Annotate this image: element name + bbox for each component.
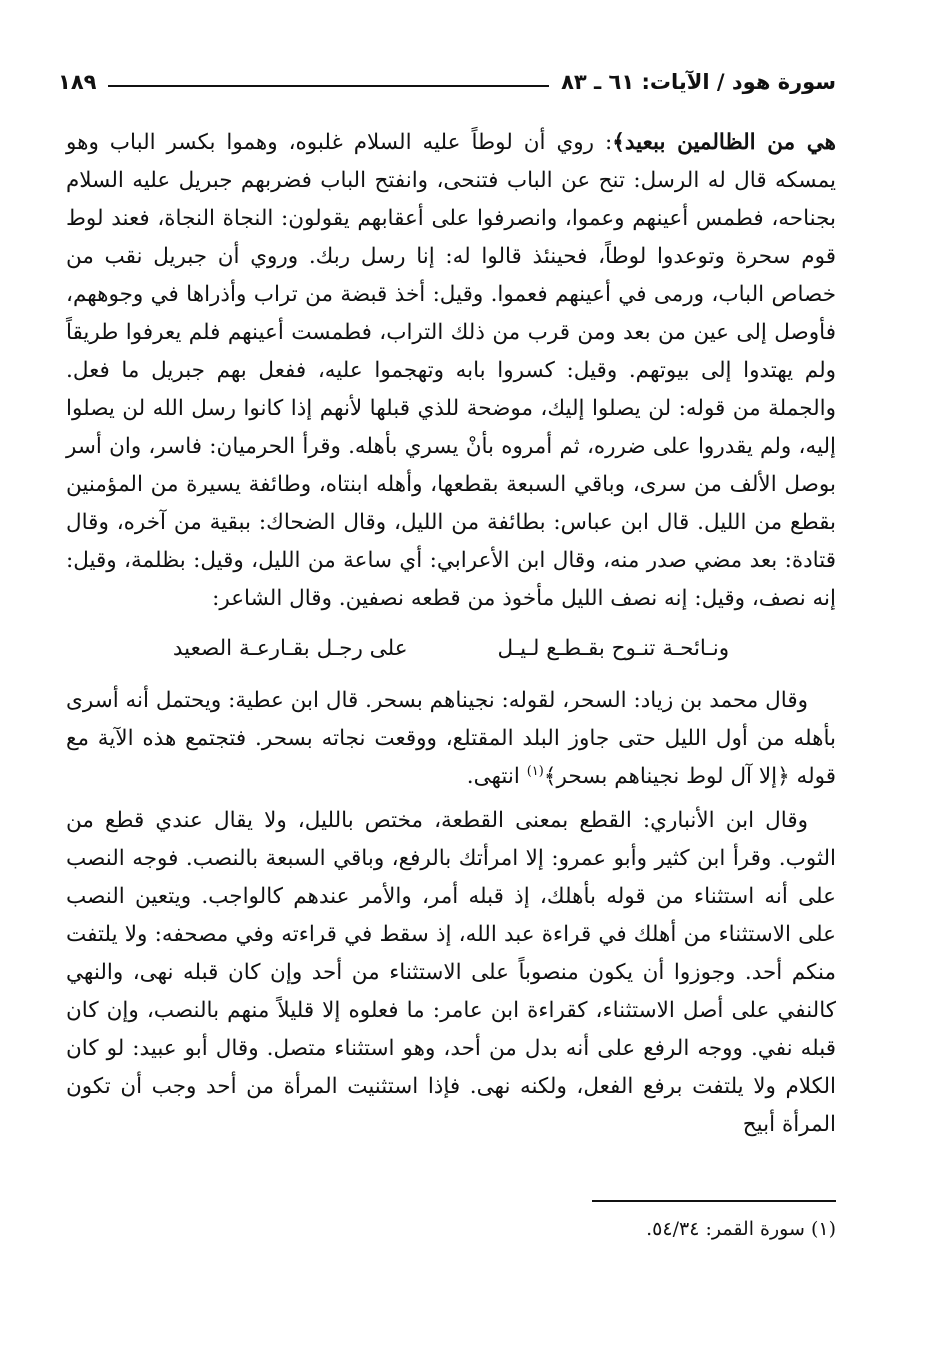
paragraph-1-text: : روي أن لوطاً عليه السلام غلبوه، وهموا بكسر الباب وهو يمسكه قال له الرسل: تنح عن الباب فتنحى، وانفتح الباب فضربهم جبريل عليه السلام بجناحه، فطمس أعينهم وعموا، وانصرفوا على أعقابهم يقولون: النجاة النجاة، فعند لوط قوم سحرة وتوعدوا لوطاً، فحينئذ قالوا له: إنا رسل ربك. وروي أن جبريل نقب من خصاص الباب، ورمى في أعينهم فعموا. وقيل: أخذ قبضة من تراب وأذراها في وجوههم، فأوصل إلى عين من بعد ومن قرب من ذلك التراب، فطمست أعينهم فلم يعرفوا طريقاً ولم يهتدوا إلى بيوتهم. وقيل: كسروا بابه وتهجموا عليه، ففعل بهم جبريل ما فعل. والجملة من قوله: لن يصلوا إليك، موضحة للذي قبلها لأنهم إذا كانوا رسل الله لن يصلوا إليه، ولم يقدروا على ضرره، ثم أمروه بأنْ يسري بأهله. وقرأ الحرميان: فاسر، وان أسر بوصل الألف من سرى، وباقي السبعة بقطعها، وأهله ابنتاه، وطائفة يسيرة من المؤمنين بقطع من الليل. قال ابن عباس: بطائفة من الليل، وقال الضحاك: ببقية من آخره، وقال قتادة: بعد مضي صدر منه، وقال ابن الأعرابي: أي ساعة من الليل، وقيل: بظلمة، وقيل: إنه نصف، وقيل: إنه نصف الليل مأخوذ من قطعه نصفين. وقال الشاعر: xyxy=(66,130,836,611)
poetry-verse xyxy=(66,630,836,668)
paragraph-3-text: وقال ابن الأنباري: القطع بمعنى القطعة، مختص بالليل، ولا يقال عندي قطع من الثوب. وقرأ ابن كثير وأبو عمرو: إلا امرأتك بالرفع، وباقي السبعة بالنصب. فوجه النصب على أنه استثناء من قوله بأهلك، إذ قبله أمر، والأمر عندهم كالواجب. ويتعين النصب على الاستثناء من أهلك في قراءة عبد الله، إذ سقط في قراءته وفي مصحفه: ولا يلتفت منكم أحد. وجوزوا أن يكون منصوباً على الاستثناء من أحد وإن كان قبله نهى، والنهي كالنفي على أصل الاستثناء، كقراءة ابن عامر: ما فعلوه إلا قليلاً منهم بالنصب، وإن كان قبله نفي. ووجه الرفع على أنه بدل من أحد، وهو استثناء متصل. وقال أبو عبيد: لو كان الكلام ولا يلتفت برفع الفعل، ولكنه نهى. فإذا استثنيت المرأة من أحد وجب أن تكون المرأة أبيح xyxy=(66,808,836,1137)
main-text xyxy=(66,124,836,1144)
verse-second-hemistich: على رجـل بقـارعـة الصعيد xyxy=(172,636,408,661)
paragraph-3 xyxy=(66,802,836,1144)
header-rule xyxy=(108,85,549,87)
verse-first-hemistich: ونـائحـة تنـوح بقـطـع لـيـل xyxy=(497,636,730,661)
page-number: ١٨٩ xyxy=(58,70,97,94)
footnote: (١) سورة القمر: ٥٤/٣٤. xyxy=(646,1218,836,1240)
paragraph-2-end: انتهى. xyxy=(466,764,527,789)
quranic-lead: هي من الظالمين ببعيد﴾ xyxy=(612,130,836,155)
paragraph-2-text: وقال محمد بن زياد: السحر، لقوله: نجيناهم بسحر. قال ابن عطية: ويحتمل أنه أسرى بأهله من أول الليل حتى جاوز البلد المقتلع، ووقعت نجاته بسحر. فتجتمع هذه الآية مع قوله ﴿إلا آل لوط نجيناهم بسحر﴾ xyxy=(66,688,836,789)
header-title: سورة هود / الآيات: ٦١ ـ ٨٣ xyxy=(561,70,836,94)
paragraph-2 xyxy=(66,682,836,796)
running-header xyxy=(58,62,836,102)
footnote-separator xyxy=(592,1200,836,1202)
paragraph-1 xyxy=(66,124,836,618)
footnote-reference[interactable]: (١) xyxy=(526,763,544,779)
